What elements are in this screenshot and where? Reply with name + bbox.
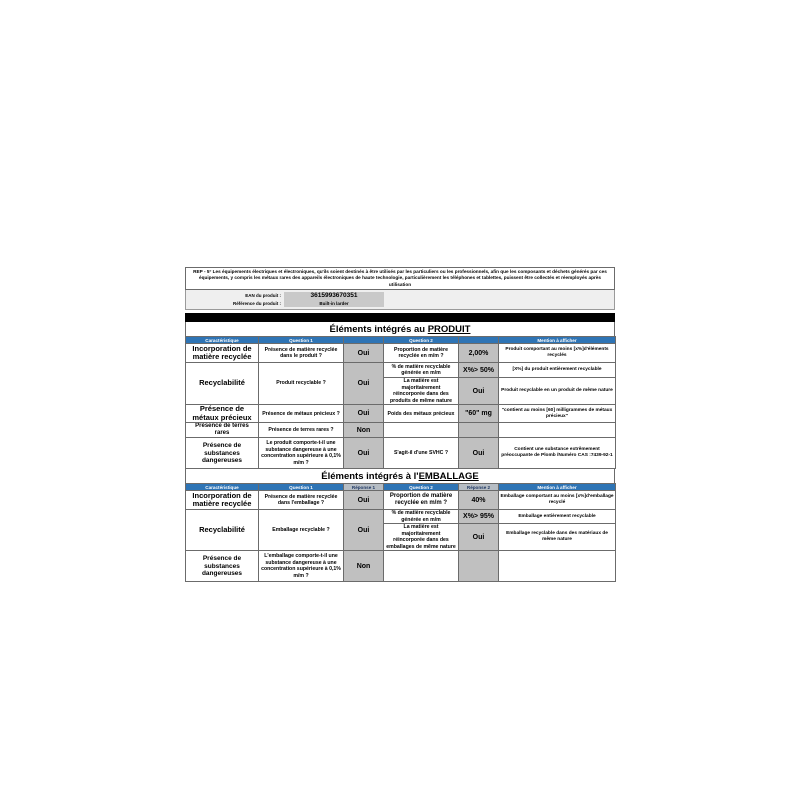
- cell-reponse1: Oui: [344, 344, 384, 363]
- product-header-caracteristique: Caractéristique: [186, 337, 259, 344]
- cell-question1: Le produit comporte-t-il une substance dangereuse à une concentration supérieure à 0,1% m/m ?: [259, 438, 344, 469]
- packaging-header-mention: Mention à afficher: [499, 484, 616, 491]
- packaging-header-question2: Question 2: [384, 484, 459, 491]
- packaging-table: [185, 483, 616, 582]
- cell-reponse2: X%> 95%: [459, 510, 499, 524]
- cell-question2: [384, 551, 459, 582]
- cell-reponse2: "60" mg: [459, 405, 499, 423]
- regulatory-note: REP - 5° Les équipements électriques et électroniques, qu'ils soient destinés à être utilisés par les particuliers ou les professionnels, afin que les composants et déchets générés par ces équipements, y compris les métaux rares des appareils électroniques de haute technologie, particulièrement les téléphones et tablettes, puissent être collectés et réemployés après utilisation: [185, 267, 615, 290]
- cell-reponse2: Oui: [459, 438, 499, 469]
- packaging-section-title: [185, 469, 615, 483]
- cell-mention: [499, 551, 616, 582]
- cell-caracteristique: Recyclabilité: [186, 510, 259, 551]
- cell-caracteristique: Présence de métaux précieux: [186, 405, 259, 423]
- cell-reponse2: Oui: [459, 524, 499, 551]
- product-table: [185, 336, 616, 469]
- product-row-incorporation: [186, 344, 616, 363]
- cell-reponse1: Oui: [344, 438, 384, 469]
- cell-reponse2: 2,00%: [459, 344, 499, 363]
- cell-mention: Emballage comportant au moins [x%]d'emballage recyclé: [499, 491, 616, 510]
- cell-mention: Emballage entièrement recyclable: [499, 510, 616, 524]
- product-header-question2: Question 2: [384, 337, 459, 344]
- cell-mention: [499, 423, 616, 438]
- cell-reponse1: Oui: [344, 510, 384, 551]
- cell-question1: Présence de métaux précieux ?: [259, 405, 344, 423]
- rep-product-sheet: [185, 267, 615, 582]
- product-header-question1: Question 1: [259, 337, 344, 344]
- cell-caracteristique: Recyclabilité: [186, 363, 259, 405]
- cell-reponse1: Oui: [344, 405, 384, 423]
- cell-caracteristique: Présence de substances dangereuses: [186, 438, 259, 469]
- cell-question2: La matière est majoritairement réincorporée dans des produits de même nature: [384, 378, 459, 405]
- cell-caracteristique: Incorporation de matière recyclée: [186, 344, 259, 363]
- cell-question2: % de matière recyclable générée en m/m: [384, 363, 459, 378]
- packaging-row-incorporation: [186, 491, 616, 510]
- cell-reponse1: Oui: [344, 491, 384, 510]
- product-header-row: [186, 337, 616, 344]
- product-title-keyword: PRODUIT: [427, 324, 471, 336]
- ean-label: EAN du produit :: [245, 293, 281, 299]
- cell-question2: Poids des métaux précieux: [384, 405, 459, 423]
- packaging-title-prefix: Éléments intégrés à l': [321, 471, 419, 483]
- ean-value: 3615993670351: [284, 292, 384, 300]
- reference-value: Built-in larder: [284, 300, 384, 307]
- packaging-header-caracteristique: Caractéristique: [186, 484, 259, 491]
- product-row-metaux: [186, 405, 616, 423]
- cell-question1: Produit recyclable ?: [259, 363, 344, 405]
- product-row-recyclabilite-1: [186, 363, 616, 378]
- cell-reponse2: [459, 423, 499, 438]
- cell-mention: Produit comportant au moins [x%]d'éléments recyclés: [499, 344, 616, 363]
- cell-caracteristique: Incorporation de matière recyclée: [186, 491, 259, 510]
- cell-reponse1: Non: [344, 551, 384, 582]
- packaging-row-substances: [186, 551, 616, 582]
- reference-label: Référence du produit :: [232, 301, 281, 307]
- product-header-reponse1: [344, 337, 384, 344]
- packaging-header-question1: Question 1: [259, 484, 344, 491]
- packaging-header-reponse2: Réponse 2: [459, 484, 499, 491]
- cell-reponse2: Oui: [459, 378, 499, 405]
- ean-row: [186, 292, 614, 300]
- cell-reponse2: X%> 50%: [459, 363, 499, 378]
- cell-question2: % de matière recyclable générée en m/m: [384, 510, 459, 524]
- product-row-substances: [186, 438, 616, 469]
- cell-question1: Emballage recyclable ?: [259, 510, 344, 551]
- product-section-title: [185, 322, 615, 336]
- cell-reponse2: [459, 551, 499, 582]
- cell-question1: Présence de matière recyclée dans le produit ?: [259, 344, 344, 363]
- packaging-row-recyclabilite-1: [186, 510, 616, 524]
- cell-question2: S'agit-il d'une SVHC ?: [384, 438, 459, 469]
- cell-reponse1: Oui: [344, 363, 384, 405]
- cell-question2: Proportion de matière recyclée en m/m ?: [384, 491, 459, 510]
- cell-question1: Présence de terres rares ?: [259, 423, 344, 438]
- cell-question2: [384, 423, 459, 438]
- cell-caracteristique: Présence de terres rares: [186, 423, 259, 438]
- cell-reponse2: 40%: [459, 491, 499, 510]
- cell-question2: La matière est majoritairement réincorporée dans des emballages de même nature: [384, 524, 459, 551]
- cell-mention: Contient une substance extrêmement préoccupante de Plomb /Numéro CAS :7439-92-1: [499, 438, 616, 469]
- cell-mention: Produit recyclable en un produit de même nature: [499, 378, 616, 405]
- product-title-prefix: Éléments intégrés au: [329, 324, 428, 336]
- product-meta: [185, 290, 615, 310]
- reference-row: [186, 300, 614, 307]
- product-header-mention: Mention à afficher: [499, 337, 616, 344]
- cell-question1: L'emballage comporte-t-il une substance dangereuse à une concentration supérieure à 0,1% m/m ?: [259, 551, 344, 582]
- packaging-header-reponse1: Réponse 1: [344, 484, 384, 491]
- cell-caracteristique: Présence de substances dangereuses: [186, 551, 259, 582]
- cell-mention: "contient au moins [60] milligrammes de métaux précieux": [499, 405, 616, 423]
- packaging-title-keyword: EMBALLAGE: [418, 471, 479, 483]
- product-row-terres-rares: [186, 423, 616, 438]
- cell-question2: Proportion de matière recyclée en m/m ?: [384, 344, 459, 363]
- cell-question1: Présence de matière recyclée dans l'emballage ?: [259, 491, 344, 510]
- cell-mention: Emballage recyclable dans des matériaux de même nature: [499, 524, 616, 551]
- black-separator-bar: [185, 313, 615, 322]
- packaging-header-row: [186, 484, 616, 491]
- cell-reponse1: Non: [344, 423, 384, 438]
- cell-mention: [X%] du produit entièrement recyclable: [499, 363, 616, 378]
- product-header-reponse2: [459, 337, 499, 344]
